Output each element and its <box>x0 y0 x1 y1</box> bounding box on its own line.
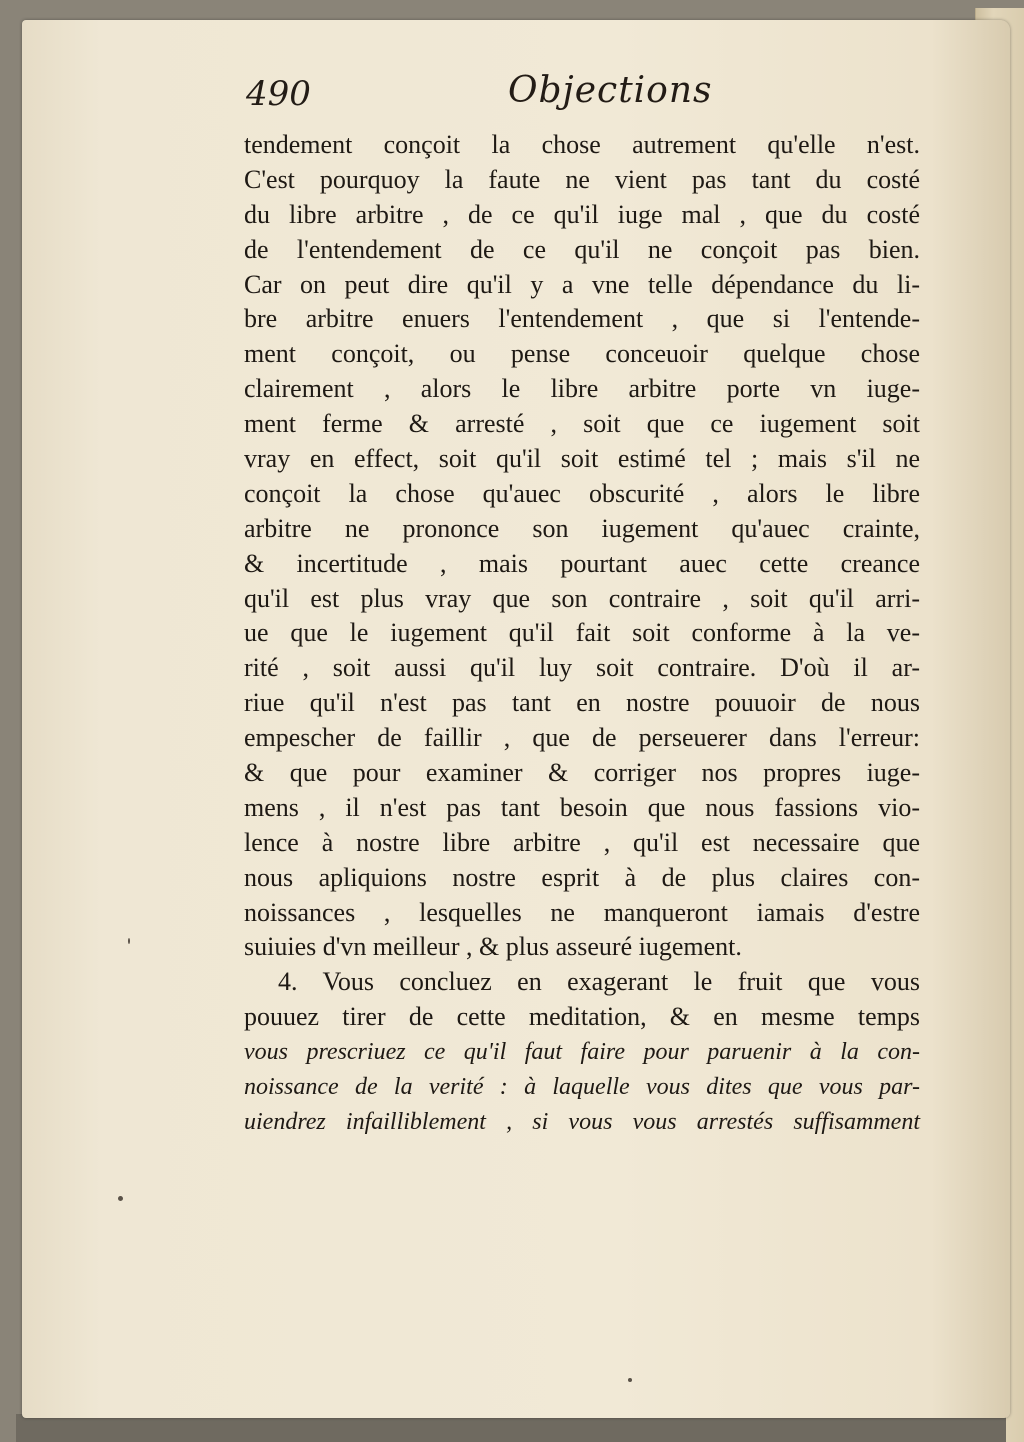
text-line: mens , il n'est pas tant besoin que nous fassions vio- <box>244 792 920 822</box>
text-line: ment ferme & arresté , soit que ce iugement soit <box>244 409 920 439</box>
running-title: Objections <box>508 70 713 111</box>
text-line: de l'entendement de ce qu'il ne conçoit pas bien. <box>244 234 920 264</box>
italic-quote-line: uiendrez infailliblement , si vous vous arrestés suffisamment <box>244 1108 920 1135</box>
text-line: ue que le iugement qu'il fait soit conforme à la ve- <box>244 618 920 648</box>
text-line: conçoit la chose qu'auec obscurité , alors le libre <box>244 478 920 508</box>
paper-speck <box>128 938 130 944</box>
text-line: arbitre ne prononce son iugement qu'auec crainte, <box>244 513 920 543</box>
paragraph-4-line: 4. Vous concluez en exagerant le fruit que vous <box>278 967 920 997</box>
italic-quote-line: noissance de la verité : à laquelle vous dites que vous par- <box>244 1074 920 1101</box>
text-line: empescher de faillir , que de perseuerer dans l'erreur: <box>244 723 920 753</box>
paper-speck <box>628 1378 632 1382</box>
text-line: du libre arbitre , de ce qu'il iuge mal , que du costé <box>244 199 920 229</box>
italic-quote-line: vous prescriuez ce qu'il faut faire pour paruenir à la con- <box>244 1039 920 1066</box>
text-line: & que pour examiner & corriger nos propres iuge- <box>244 758 920 788</box>
text-line: nous apliquions nostre esprit à de plus claires con- <box>244 862 920 892</box>
text-line: vray en effect, soit qu'il soit estimé tel ; mais s'il ne <box>244 444 920 474</box>
text-line: Car on peut dire qu'il y a vne telle dépendance du li- <box>244 269 920 299</box>
text-line: tendement conçoit la chose autrement qu'elle n'est. <box>244 130 920 159</box>
page-number: 490 <box>246 74 311 114</box>
text-line: bre arbitre enuers l'entendement , que si l'entende- <box>244 304 920 334</box>
text-line: suiuies d'vn meilleur , & plus asseuré iugement. <box>244 932 742 962</box>
text-line: noissances , lesquelles ne manqueront iamais d'estre <box>244 897 920 927</box>
text-line: riue qu'il n'est pas tant en nostre pouuoir de nous <box>244 688 920 718</box>
paper-speck <box>118 1196 123 1201</box>
page-bottom-shadow <box>16 1414 1006 1442</box>
text-line: rité , soit aussi qu'il luy soit contraire. D'où il ar- <box>244 653 920 683</box>
text-line: qu'il est plus vray que son contraire , soit qu'il arri- <box>244 583 920 613</box>
text-line: lence à nostre libre arbitre , qu'il est necessaire que <box>244 827 920 857</box>
text-line: & incertitude , mais pourtant auec cette creance <box>244 548 920 578</box>
text-line: C'est pourquoy la faute ne vient pas tant du costé <box>244 164 920 194</box>
text-line: clairement , alors le libre arbitre porte vn iuge- <box>244 374 920 404</box>
text-line: ment conçoit, ou pense conceuoir quelque chose <box>244 339 920 369</box>
page-header <box>246 70 926 130</box>
paragraph-4-line: pouuez tirer de cette meditation, & en mesme temps <box>244 1002 920 1032</box>
text-block <box>244 128 920 1140</box>
